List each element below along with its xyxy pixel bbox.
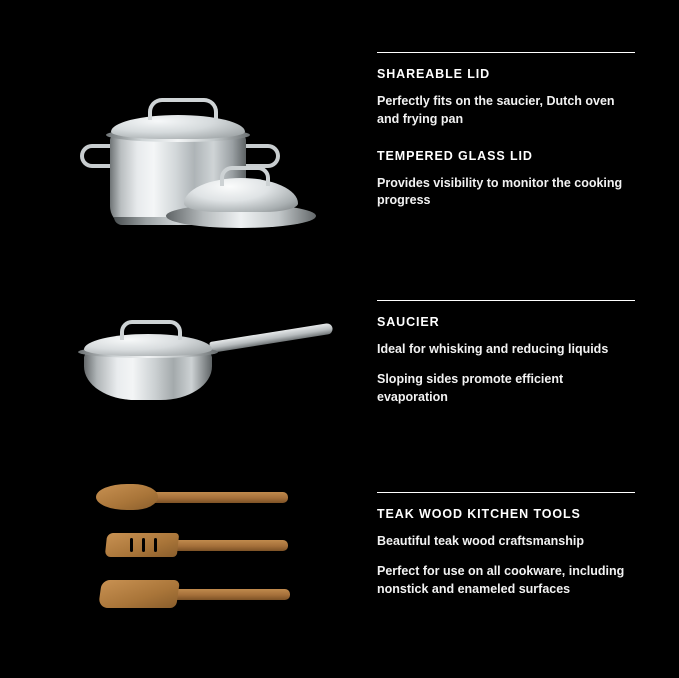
teak-slotted-turner [106, 532, 288, 558]
feature-description: Perfect for use on all cookware, including nonstick and enameled surfaces [377, 563, 625, 596]
turner-head [98, 580, 180, 608]
saucier-body [84, 352, 212, 400]
feature-divider [377, 52, 635, 53]
feature-divider [377, 492, 635, 493]
feature-block-teak-wood-kitchen-tools [377, 492, 635, 598]
feature-description: Sloping sides promote efficient evaporation [377, 371, 564, 404]
dutch-oven-image [62, 58, 322, 238]
subfeature-block-tempered-glass-lid [377, 149, 635, 211]
glass-lid-handle [220, 166, 270, 186]
feature-divider [377, 300, 635, 301]
saucier-lid-handle [120, 320, 182, 340]
spoon-head [96, 484, 158, 510]
feature-heading: SAUCIER [377, 315, 440, 329]
feature-description: Beautiful teak wood craftsmanship [377, 534, 584, 548]
feature-block-shareable-lid [377, 52, 635, 210]
slot [154, 538, 157, 552]
feature-description: Ideal for whisking and reducing liquids [377, 342, 609, 356]
saucier-image [62, 318, 352, 418]
tempered-glass-lid [166, 174, 316, 232]
teak-wood-tools-image [96, 480, 316, 620]
feature-heading: SHAREABLE LID [377, 67, 491, 81]
feature-description: Perfectly fits on the saucier, Dutch oven and frying pan [377, 94, 615, 126]
teak-turner [100, 580, 290, 608]
pot-lid-handle [148, 98, 218, 120]
turner-handle [168, 589, 290, 600]
pot-handle-right [240, 144, 280, 168]
subfeature-heading: TEMPERED GLASS LID [377, 148, 533, 163]
teak-spoon [96, 484, 288, 510]
saucier-handle [209, 323, 333, 353]
spoon-handle [148, 492, 288, 503]
feature-heading: TEAK WOOD KITCHEN TOOLS [377, 507, 581, 521]
slotted-turner-handle [168, 540, 288, 551]
subfeature-description: Provides visibility to monitor the cooking progress [377, 175, 623, 208]
slot [130, 538, 133, 552]
slot [142, 538, 145, 552]
feature-block-saucier [377, 300, 635, 406]
